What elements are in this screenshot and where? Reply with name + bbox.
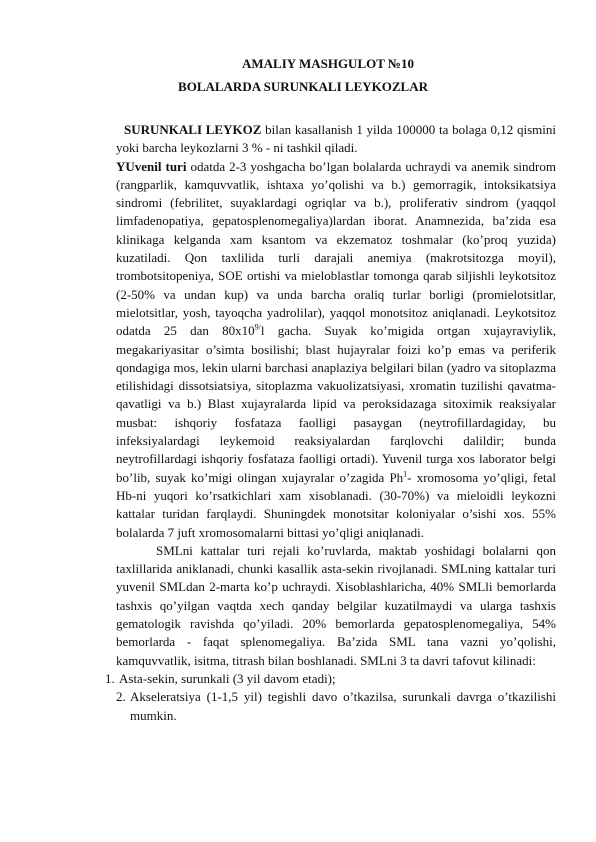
- term-chronic-leukemia: SURUNKALI LEYKOZ: [124, 122, 262, 137]
- paragraph-text: bilan kasallanish 1 yilda 100000 ta bolaga 0,12 qismini yoki barcha leykozlarni 3 % - ni tashkil qiladi.: [116, 122, 556, 156]
- paragraph-adult-type: SMLni kattalar turi rejali ko’ruvlarda, maktab yoshidagi bolalarni qon taxlillarida aniklanadi, chunki kasallik asta-sekin rivojlanadi. SMLning kattalar turi yuvenil SMLdan 2-marta ko’p uchraydi. Xisoblashlaricha, 40% SMLli bemorlarda tashxis qo’yilgan vaqtda xech qanday belgilar kuzatilmaydi va ularga tashxis gematologik ravishda qo’yiladi. 20% bemorlarda gepatosplenomegaliya, 54% bemorlarda - faqat splenomegaliya. Ba’zida SML tana vazni yo’qolishi, kamquvvatlik, isitma, titrash bilan boshlanadi. SMLni 3 ta davri tafovut kilinadi:: [116, 542, 556, 668]
- paragraph-text: l gacha. Suyak ko’migida ortgan xujayraviylik, megakariyasitar o’simta bosilishi; blast hujayralar foizi ko’p emas va periferik qondagiga mos, lekin ularni barchasi anaplaziya belgilari bilan (yadro va sitoplazma etilishidagi dissotsiatsiya, sitoplazma vakuolizatsiyasi, xromatin tuzilishi qavatma-qavatligi va b.) Blast xujayralarda lipid va peroksidazaga sitoximik reaksiyalar musbat: ishqoriy fosfataza faolligi pasaygan (neytrofillardagiday, bu infeksiyalardagi leykemoid reaksiyalardan farqlovchi dalildir; bunda neytrofillardagi ishqoriy fosfataza faolligi ortadi). Yuvenil turga xos laborator belgi bo’lib, suyak ko’migi olingan xujayralar o’zagida Ph: [116, 323, 556, 485]
- list-item: [105, 670, 556, 688]
- list-text: Asta-sekin, surunkali (3 yil davom etadi);: [119, 670, 336, 686]
- superscript: 1: [403, 469, 408, 479]
- superscript: 9/: [254, 322, 261, 332]
- paragraph-juvenile-type: [116, 158, 556, 542]
- list-item: [116, 688, 556, 725]
- list-text: Akseleratsiya (1-1,5 yil) tegishli davo o’tkazilsa, surunkali davrga o’tkazilishi mumkin.: [130, 689, 556, 723]
- paragraph-chronic-leukemia: [116, 121, 556, 158]
- paragraph-text: - xromosoma yo’qligi, fetal Hb-ni yuqori ko’rsatkichlari xam xisoblanadi. (30-70%) va mieloidli leykozni kattalar turidan farqlaydi. Shuningdek monotsitar koloniyalar o’sishi xos. 55% bolalarda 7 juft xromosomalarni bittasi yo’qligi aniqlanadi.: [116, 469, 556, 540]
- document-body: [105, 121, 556, 725]
- page-subtitle: BOLALARDA SURUNKALI LEYKOZLAR: [178, 79, 428, 94]
- list-number: 2.: [116, 689, 126, 705]
- paragraph-text: odatda 2-3 yoshgacha bo’lgan bolalarda uchraydi va anemik sindrom (rangparlik, kamquvvatlik, ishtaxa yo’qolishi va b.) gemorragik, intoksikatsiya sindromi (febrilitet, suyaklardagi ogriqlar va b.), proliferativ sindrom (yaqqol limfadenopatiya, gepatosplenomegaliya)lardan iborat. Anamnezida, ba’zida esa klinikaga kelganda xam ksantom va ekzematoz toshmalar (ko’proq yuzida) kuzatiladi. Qon taxlilida turli darajali anemiya (makrotsitozga moyil), trombotsitopeniya, SOE ortishi va mieloblastlar tomonga qarab siljishli leykotsitoz (2-50% va undan kup) va unda barcha oraliq turlar borligi (promielotsitlar, mielotsitlar, yosh, tayoqcha yadrolilar), yaqqol monotsitoz aniqlanadi. Leykotsitoz odatda 25 dan 80x10: [116, 158, 556, 339]
- page-title: AMALIY MASHGULOT №10: [242, 56, 414, 71]
- list-number: 1.: [105, 670, 115, 686]
- term-juvenile-type: YUvenil turi: [116, 158, 187, 174]
